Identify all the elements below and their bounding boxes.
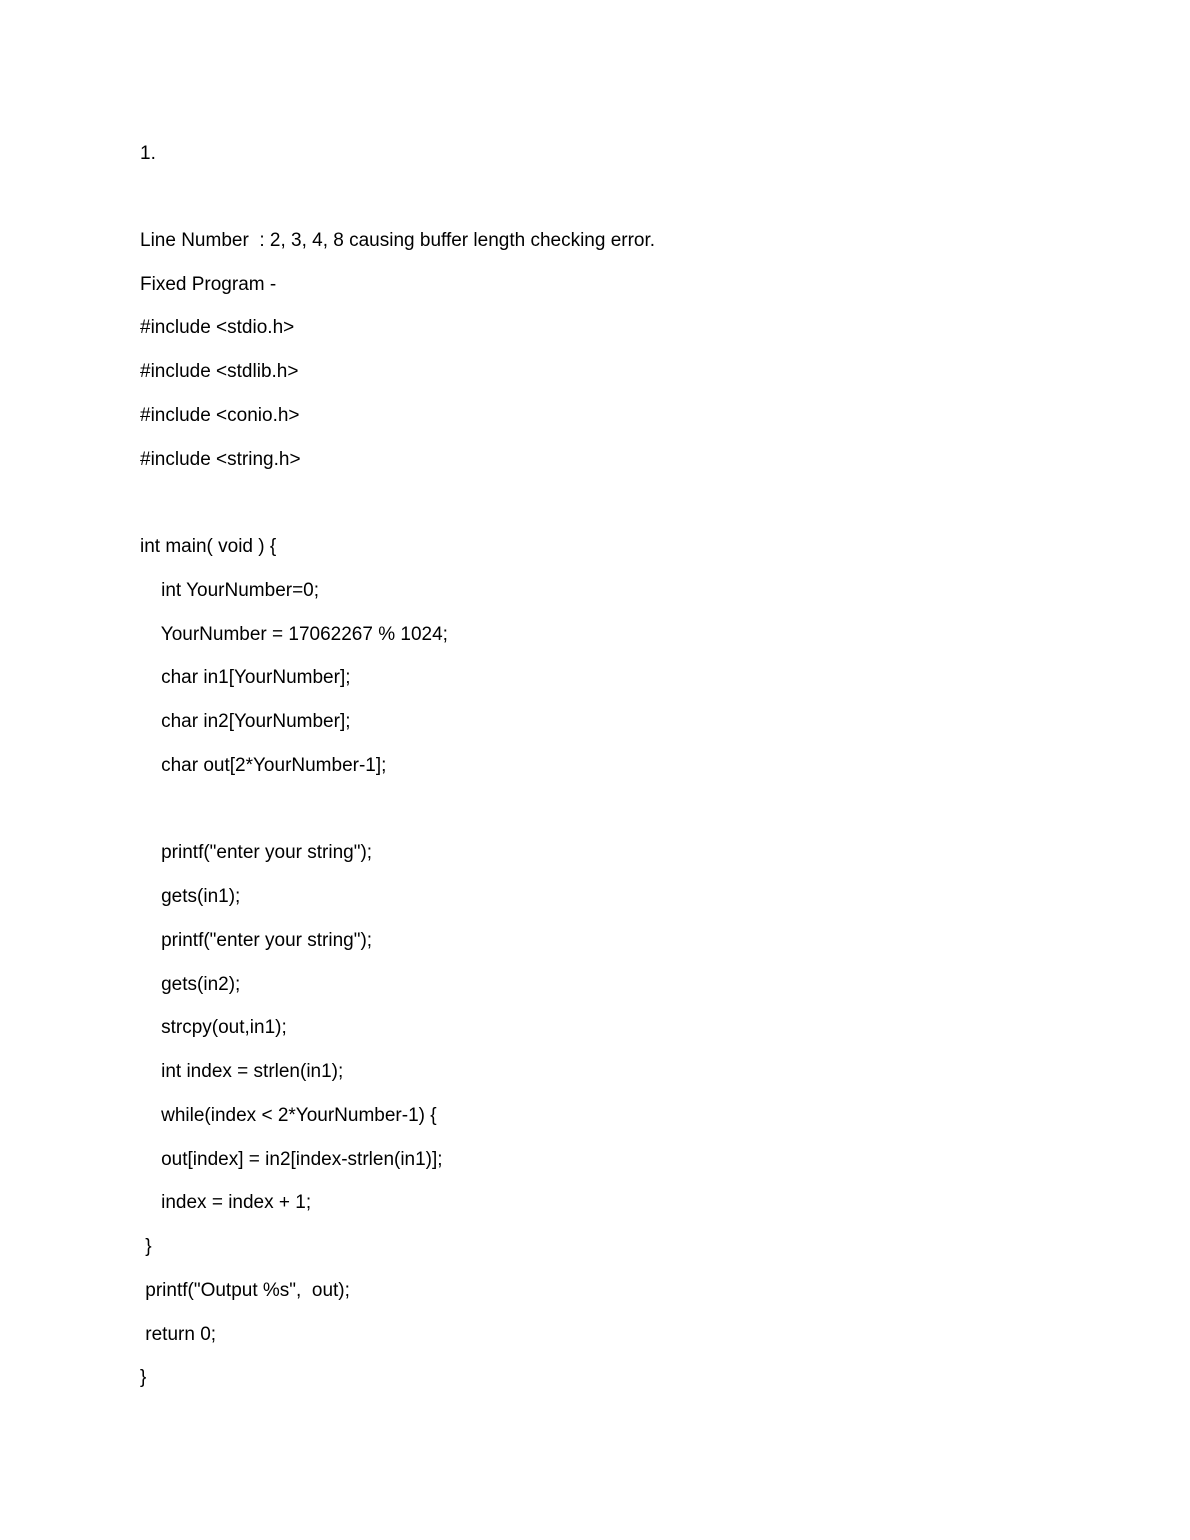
- line-number-note: Line Number : 2, 3, 4, 8 causing buffer length checking error.: [140, 230, 656, 251]
- code-line: while(index < 2*YourNumber-1) {: [140, 1105, 437, 1126]
- code-line: strcpy(out,in1);: [140, 1017, 287, 1038]
- code-line: printf("enter your string");: [140, 930, 373, 951]
- question-number: 1.: [140, 143, 156, 164]
- code-line: index = index + 1;: [140, 1192, 312, 1213]
- code-line: int index = strlen(in1);: [140, 1061, 344, 1082]
- code-line: #include <string.h>: [140, 449, 301, 470]
- code-line: gets(in2);: [140, 974, 241, 995]
- code-line: return 0;: [140, 1324, 217, 1345]
- code-line: char in1[YourNumber];: [140, 667, 351, 688]
- code-line: gets(in1);: [140, 886, 241, 907]
- code-line: #include <stdlib.h>: [140, 361, 299, 382]
- code-line: printf("Output %s", out);: [140, 1280, 350, 1301]
- code-line: int main( void ) {: [140, 536, 277, 557]
- code-line: printf("enter your string");: [140, 842, 373, 863]
- code-line: out[index] = in2[index-strlen(in1)];: [140, 1149, 443, 1170]
- code-line: char out[2*YourNumber-1];: [140, 755, 387, 776]
- code-line: }: [140, 1236, 152, 1257]
- code-line: int YourNumber=0;: [140, 580, 320, 601]
- fixed-program-heading: Fixed Program -: [140, 274, 277, 295]
- code-line: #include <stdio.h>: [140, 317, 295, 338]
- code-line: char in2[YourNumber];: [140, 711, 351, 732]
- code-line: }: [140, 1367, 147, 1388]
- code-line: YourNumber = 17062267 % 1024;: [140, 624, 448, 645]
- code-line: #include <conio.h>: [140, 405, 300, 426]
